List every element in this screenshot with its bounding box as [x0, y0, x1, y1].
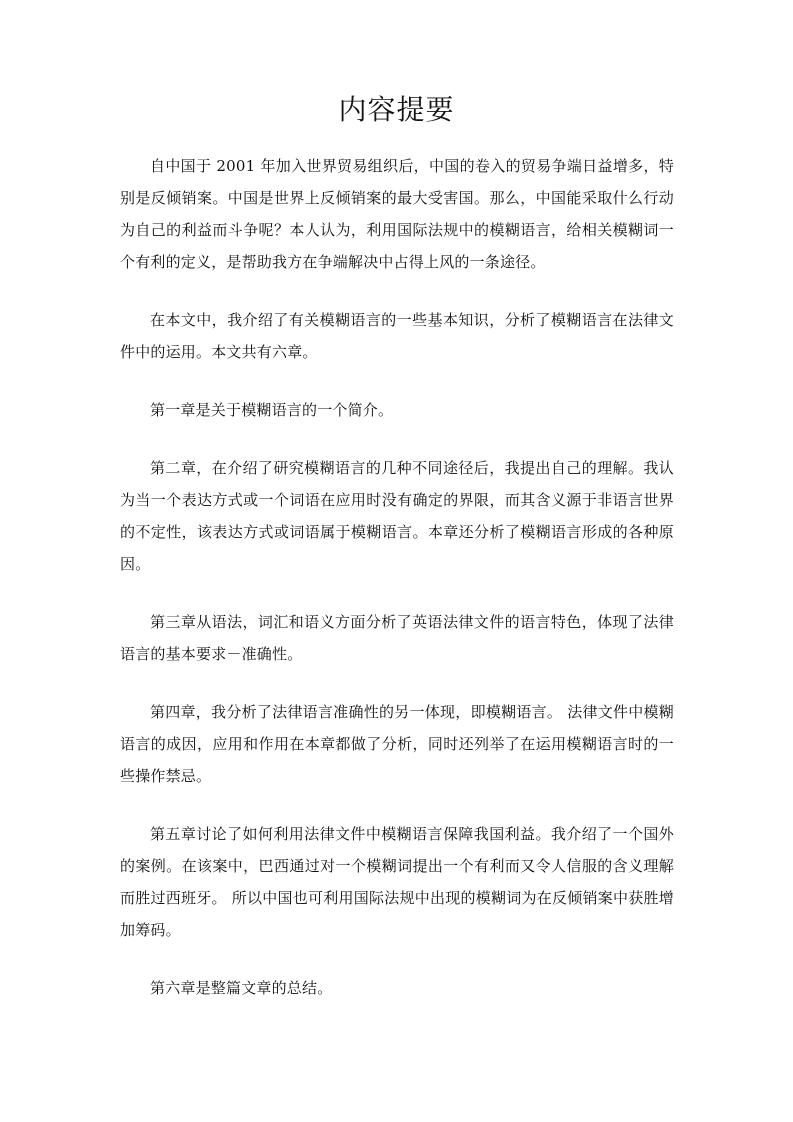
paragraph-chapter-2: 第二章，在介绍了研究模糊语言的几种不同途径后，我提出自己的理解。我认为当一个表达方式或一个词语在应用时没有确定的界限，而其含义源于非语言世界的不定性，该表达方式或词语属于模糊语言。本章还分析了模糊语言形成的各种原因。	[120, 459, 674, 573]
paragraph-chapter-4: 第四章，我分析了法律语言准确性的另一体现，即模糊语言。 法律文件中模糊语言的成因，应用和作用在本章都做了分析，同时还列举了在运用模糊语言时的一些操作禁忌。	[120, 703, 674, 785]
paragraph-chapter-3: 第三章从语法，词汇和语义方面分析了英语法律文件的语言特色，体现了法律语言的基本要求－准确性。	[120, 613, 674, 663]
paragraph-intro: 自中国于 2001 年加入世界贸易组织后，中国的卷入的贸易争端日益增多，特别是反倾销案。中国是世界上反倾销案的最大受害国。那么，中国能采取什么行动为自己的利益而斗争呢？本人认为，利用国际法规中的模糊语言，给相关模糊词一个有利的定义，是帮助我方在争端解决中占得上风的一条途径。	[120, 157, 674, 271]
paragraph-overview: 在本文中，我介绍了有关模糊语言的一些基本知识，分析了模糊语言在法律文件中的运用。本文共有六章。	[120, 311, 674, 361]
page-title: 内容提要	[338, 93, 455, 126]
paragraph-chapter-5: 第五章讨论了如何利用法律文件中模糊语言保障我国利益。我介绍了一个国外的案例。在该案中，巴西通过对一个模糊词提出一个有利而又令人信服的含义理解而胜过西班牙。 所以中国也可利用国际法规中出现的模糊词为在反倾销案中获胜增加筹码。	[120, 825, 674, 939]
paragraph-chapter-1: 第一章是关于模糊语言的一个简介。	[150, 401, 394, 419]
paragraph-chapter-6: 第六章是整篇文章的总结。	[150, 979, 333, 997]
document-body	[120, 150, 674, 1030]
